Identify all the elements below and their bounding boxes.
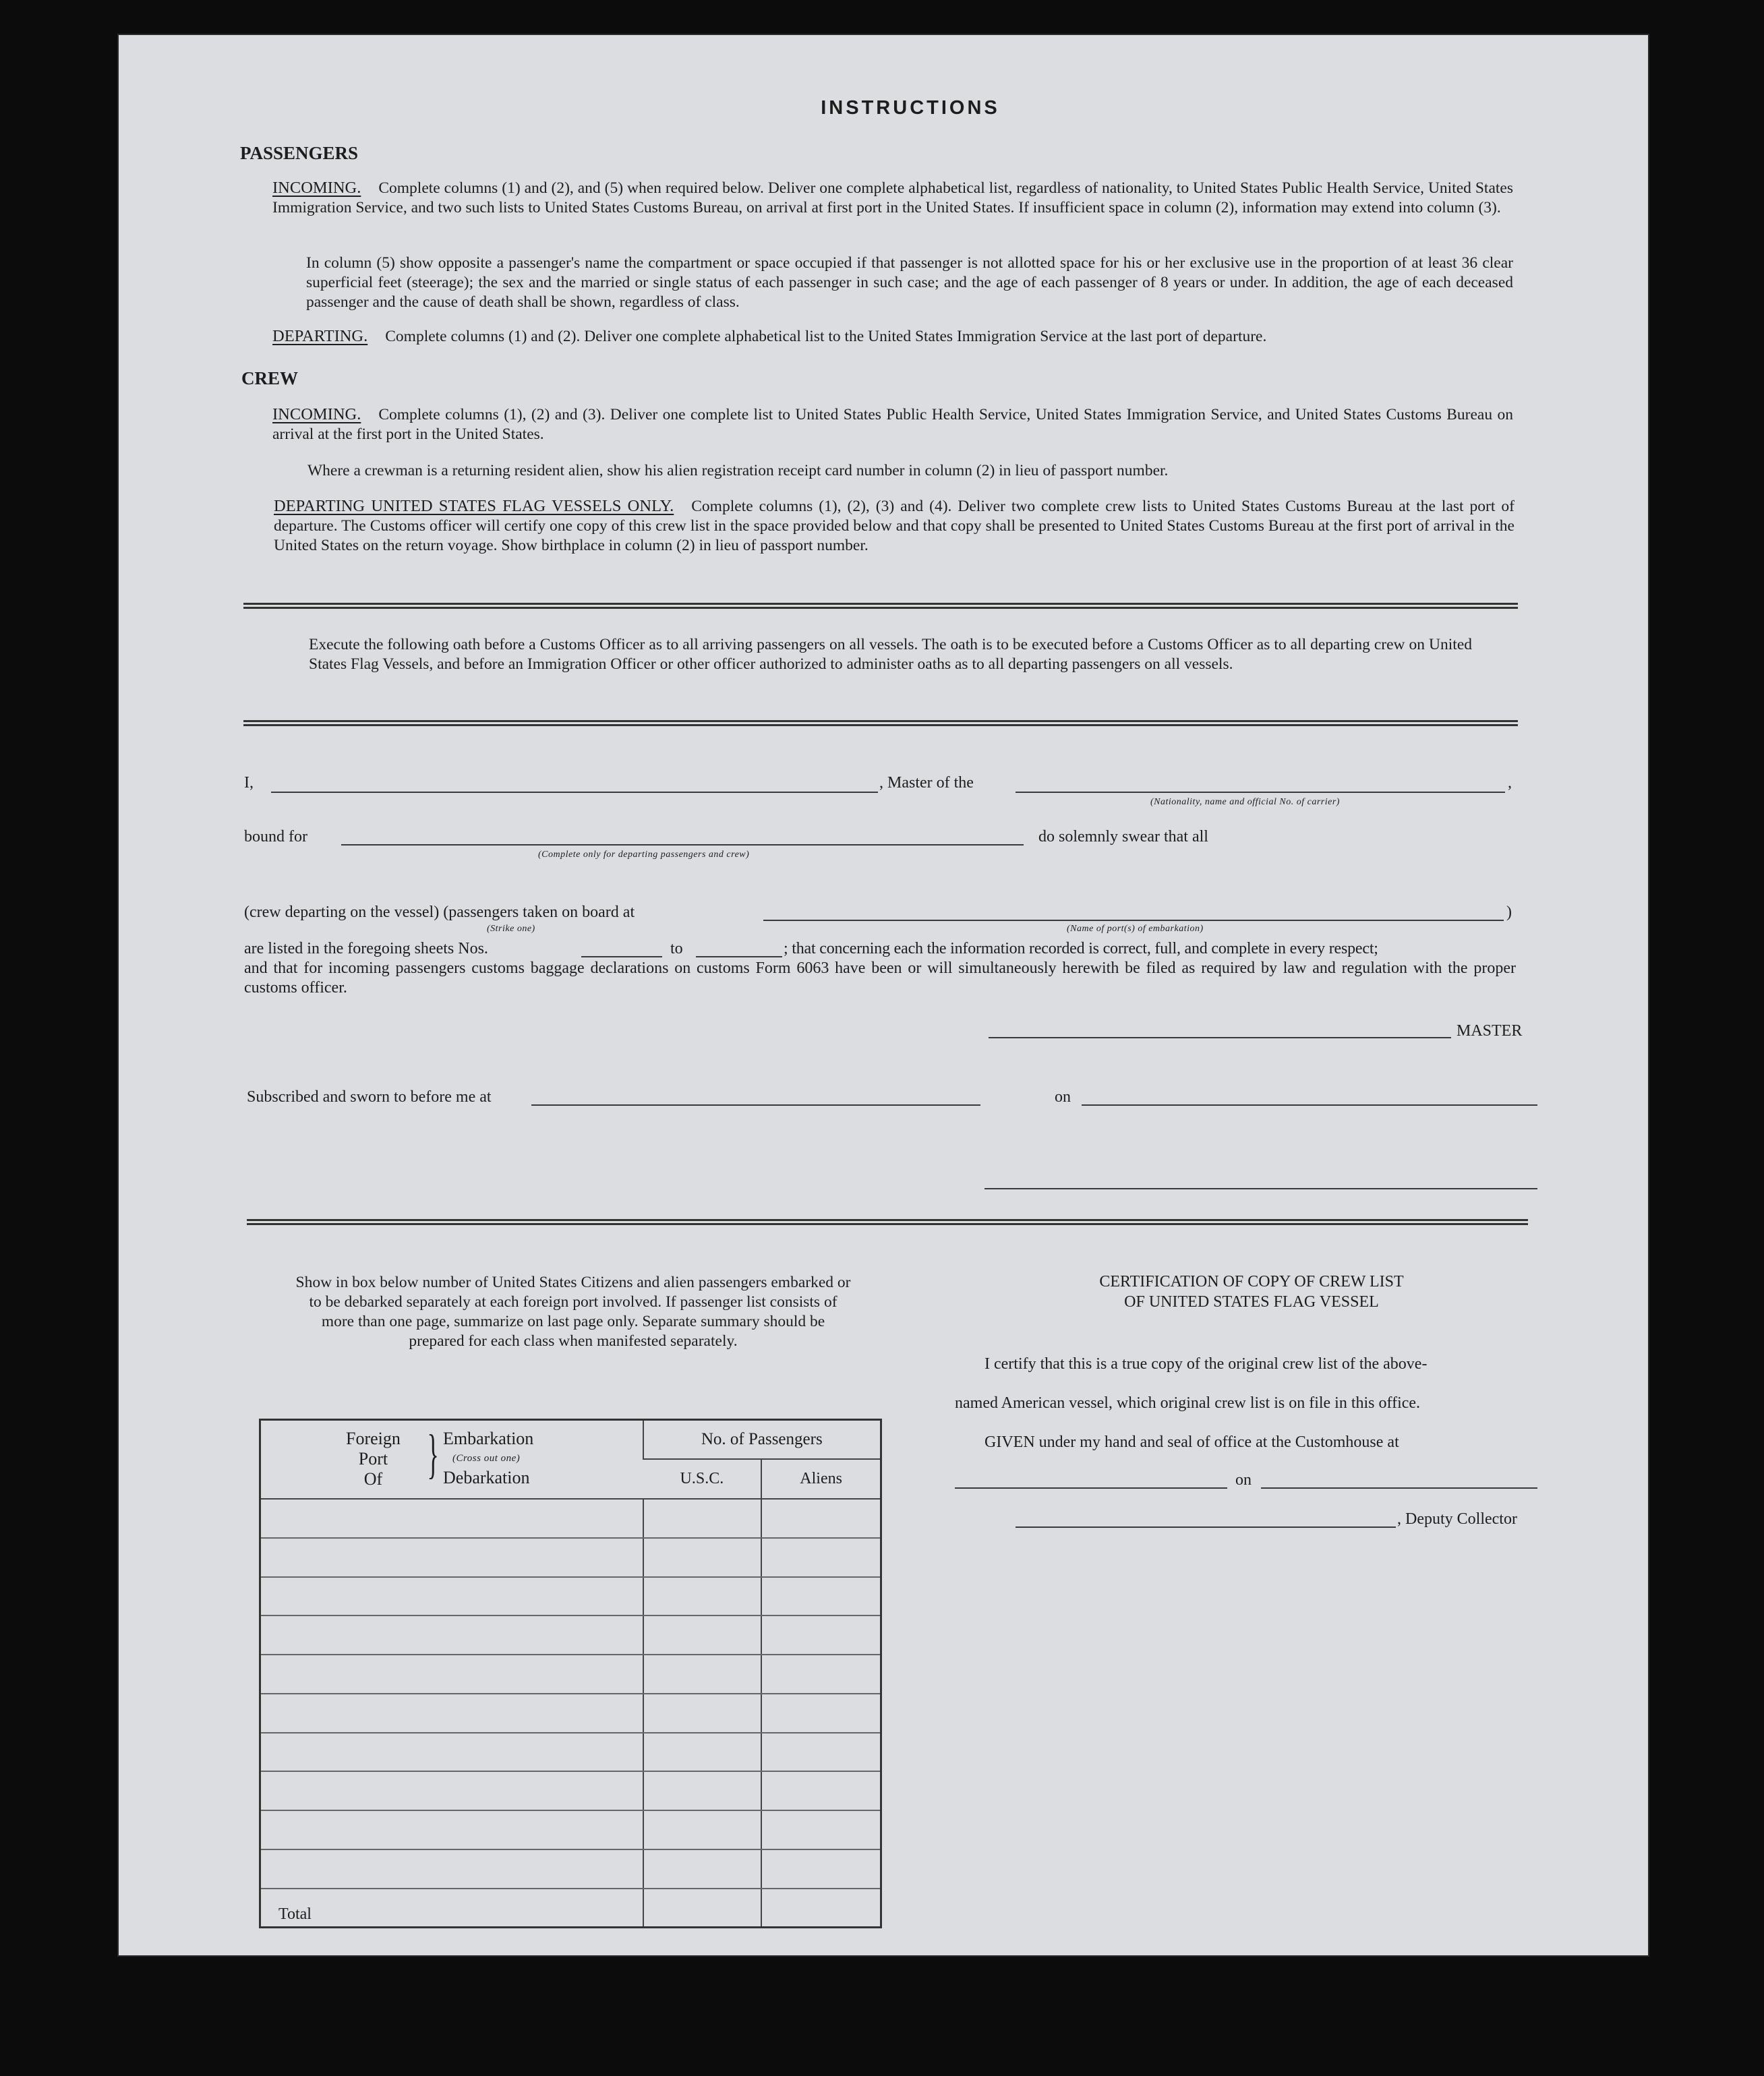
sheet-from-field[interactable] [581,956,662,957]
crew-departing-label: DEPARTING UNITED STATES FLAG VESSELS ONLY. [274,497,674,515]
master-of-label: , Master of the [879,774,974,792]
aliens-cell[interactable] [761,1810,881,1849]
aliens-cell[interactable] [761,1849,881,1889]
table-row [260,1538,881,1577]
strike-text: (crew departing on the vessel) (passengers taken on board at [244,903,635,921]
deputy-collector-label: , Deputy Collector [1397,1510,1517,1528]
port-cell[interactable] [260,1499,643,1538]
passengers-column5-paragraph: In column (5) show opposite a passenger's name the compartment or space occupied if that passenger is not allotted space for his or her exclusive use in the proportion of at least 36 clear superficial feet (steerage); the sex and the married or single status of each passenger in such case; and the age of each passenger of 8 years or under. In addition, the age of each deceased passenger and the cause of death shall be shown, regardless of class. [306,254,1513,311]
usc-cell[interactable] [643,1694,762,1733]
bound-for-label: bound for [244,828,307,846]
customhouse-field[interactable] [955,1487,1227,1489]
crew-incoming-paragraph [272,405,1513,444]
certification-line-3: GIVEN under my hand and seal of office at the Customhouse at [984,1433,1399,1451]
table-row [260,1615,881,1655]
carrier-field[interactable] [1016,792,1505,793]
table-row [260,1577,881,1616]
oath-i-label: I, [244,774,254,792]
divider [243,720,1518,726]
aliens-header: Aliens [761,1459,881,1499]
oath-instructions-paragraph: Execute the following oath before a Customs Officer as to all arriving passengers on all vessels. The oath is to be executed before a Customs Officer as to all departing crew on United States Flag Vessels, and before an Immigration Officer or other officer authorized to administer oaths as to all departing passengers on all vessels. [309,636,1472,673]
cross-out-note: (Cross out one) [452,1453,521,1464]
passengers-incoming-label: INCOMING. [272,179,361,197]
passengers-heading: PASSENGERS [240,143,359,163]
usc-cell[interactable] [643,1733,762,1772]
page-title: INSTRUCTIONS [821,97,1000,119]
summary-instructions: Show in box below number of United States Citizens and alien passengers embarked or to be debarked separately at each foreign port involved. If passenger list consists of more than one page, summarize on last page only. Separate summary should be prepared for each class when manifested separately. [295,1274,851,1350]
certification-heading-1: CERTIFICATION OF COPY OF CREW LIST [1099,1273,1404,1291]
aliens-total-cell[interactable] [761,1889,881,1928]
port-cell[interactable] [260,1655,643,1694]
table-row [260,1771,881,1810]
listed-text-continued: and that for incoming passengers customs baggage declarations on customs Form 6063 have been or will simultaneously herewith be filed as required by law and regulation with the proper customs officer. [244,959,1516,997]
aliens-cell[interactable] [761,1655,881,1694]
passengers-departing-paragraph [272,326,1513,347]
port-header-cell [260,1420,643,1500]
port-cell[interactable] [260,1538,643,1577]
ports-field[interactable] [763,920,1504,921]
document-sheet [119,35,1648,1955]
usc-total-cell[interactable] [643,1889,762,1928]
certification-line-2: named American vessel, which original crew list is on file in this office. [955,1394,1421,1412]
strike-note: (Strike one) [487,924,535,934]
port-port-label: Port [358,1449,388,1469]
usc-cell[interactable] [643,1577,762,1616]
divider [243,603,1518,609]
usc-cell[interactable] [643,1810,762,1849]
passengers-incoming-paragraph [272,178,1513,218]
port-cell[interactable] [260,1694,643,1733]
crew-heading: CREW [241,368,299,388]
usc-cell[interactable] [643,1499,762,1538]
port-cell[interactable] [260,1810,643,1849]
usc-cell[interactable] [643,1655,762,1694]
subscribed-label: Subscribed and sworn to before me at [247,1088,492,1106]
master-label: MASTER [1457,1022,1523,1040]
usc-cell[interactable] [643,1771,762,1810]
port-cell[interactable] [260,1615,643,1655]
crew-departing-paragraph [274,496,1515,556]
certification-heading-2: OF UNITED STATES FLAG VESSEL [1124,1293,1379,1311]
port-cell[interactable] [260,1577,643,1616]
passenger-summary-table [259,1419,882,1928]
bound-for-field[interactable] [341,844,1024,846]
bound-note: (Complete only for departing passengers and crew) [538,850,750,860]
crew-resident-paragraph: Where a crewman is a returning resident alien, show his alien registration receipt card number in column (2) in lieu of passport number. [307,462,1169,479]
port-foreign-label: Foreign [346,1429,401,1448]
table-row [260,1499,881,1538]
subscribed-on-label: on [1055,1088,1071,1106]
subscribed-date-field[interactable] [1082,1104,1537,1106]
ports-note: (Name of port(s) of embarkation) [1067,924,1204,934]
aliens-cell[interactable] [761,1694,881,1733]
aliens-cell[interactable] [761,1733,881,1772]
subscribed-place-field[interactable] [531,1104,980,1106]
usc-cell[interactable] [643,1849,762,1889]
port-cell[interactable] [260,1771,643,1810]
passengers-departing-label: DEPARTING. [272,327,368,345]
officer-signature-field[interactable] [984,1188,1537,1189]
port-cell[interactable] [260,1849,643,1889]
table-row [260,1694,881,1733]
crew-departing-text: Complete columns (1), (2), (3) and (4). Deliver two complete crew lists to United States Customs Bureau at the last port of departure. The Customs officer will certify one copy of this crew list in the space provided below and that copy shall be presented to United States Customs Bureau at the first port of arrival in the United States on the return voyage. Show birthplace in column (2) in lieu of passport number. [274,498,1515,554]
aliens-cell[interactable] [761,1615,881,1655]
total-row [260,1889,881,1928]
table-row [260,1810,881,1849]
listed-label: are listed in the foregoing sheets Nos. [244,940,488,957]
carrier-note: (Nationality, name and official No. of carrier) [1150,797,1340,807]
total-label: Total [260,1889,643,1928]
aliens-cell[interactable] [761,1771,881,1810]
carrier-comma: , [1508,774,1512,792]
embarkation-label: Embarkation [443,1429,534,1448]
swear-label: do solemnly swear that all [1038,828,1208,846]
table-row [260,1655,881,1694]
certification-line-1: I certify that this is a true copy of the original crew list of the above- [984,1355,1428,1373]
table-row [260,1733,881,1772]
usc-header: U.S.C. [643,1459,762,1499]
master-name-field[interactable] [271,792,878,793]
aliens-cell[interactable] [761,1499,881,1538]
listed-text: ; that concerning each the information recorded is correct, full, and complete in every respect; [784,940,1378,957]
aliens-cell[interactable] [761,1577,881,1616]
passengers-departing-text: Complete columns (1) and (2). Deliver one complete alphabetical list to the United States Immigration Service at the last port of departure. [385,328,1267,345]
certification-on-label: on [1235,1471,1252,1489]
crew-incoming-label: INCOMING. [272,405,361,423]
usc-cell[interactable] [643,1615,762,1655]
table-row [260,1849,881,1889]
listed-to-label: to [670,940,683,957]
passengers-incoming-text: Complete columns (1) and (2), and (5) when required below. Deliver one complete alphabetical list, regardless of nationality, to United States Public Health Service, United States Immigration Service, and two such lists to United States Customs Bureau, on arrival at first port in the United States. If insufficient space in column (2), information may extend into column (3). [272,179,1513,216]
debarkation-label: Debarkation [443,1468,530,1487]
brace-icon: } [427,1425,439,1484]
deputy-collector-signature-field[interactable] [1016,1526,1396,1528]
sheet-to-field[interactable] [696,956,782,957]
no-passengers-header: No. of Passengers [643,1420,881,1460]
certification-date-field[interactable] [1261,1487,1537,1489]
master-signature-field[interactable] [989,1037,1451,1038]
divider [247,1219,1528,1225]
port-of-label: Of [363,1469,383,1489]
port-cell[interactable] [260,1733,643,1772]
aliens-cell[interactable] [761,1538,881,1577]
crew-incoming-text: Complete columns (1), (2) and (3). Deliver one complete list to United States Public Health Service, United States Immigration Service, and United States Customs Bureau on arrival at the first port in the United States. [272,406,1513,443]
usc-cell[interactable] [643,1538,762,1577]
close-paren: ) [1506,903,1512,921]
